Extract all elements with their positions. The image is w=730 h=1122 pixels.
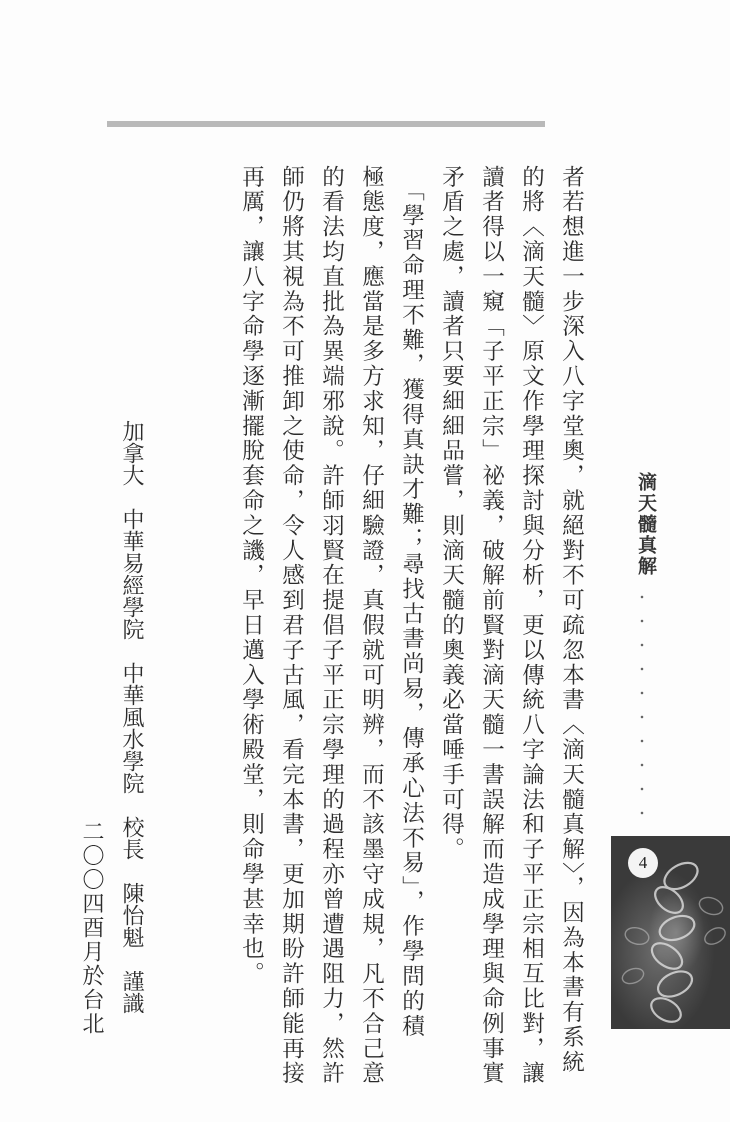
body-column-5: 「學習命理不難，獲得真訣才難；尋找古書尚易，傳承心法不易」，作學問的積 <box>398 165 425 1039</box>
top-rule <box>107 121 545 127</box>
body-column-6: 極態度，應當是多方求知，仔細驗證，真假就可明辨，而不該墨守成規，凡不合己意 <box>358 165 385 1087</box>
page-number: 4 <box>628 848 658 878</box>
body-column-9: 再厲，讓八字命學逐漸擺脫套命之譏，早日邁入學術殿堂，則命學甚幸也。 <box>238 165 265 987</box>
signature-date: 二〇〇四酉月於台北 <box>79 820 104 1036</box>
signature-institution: 加拿大 中華易經學院 中華風水學院 校長 陳怡魁 謹識 <box>119 420 144 1014</box>
body-column-8: 師仍將其視為不可推卸之使命，令人感到君子古風，看完本書，更加期盼許師能再接 <box>278 165 305 1087</box>
body-column-2: 的將〈滴天髓〉原文作學理探討與分析，更以傳統八字論法和子平正宗相互比對，讓 <box>518 165 545 1087</box>
body-column-4: 矛盾之處，讀者只要細細品嘗，則滴天髓的奧義必當唾手可得。 <box>438 165 465 863</box>
dot-leader <box>640 585 644 820</box>
running-title: 滴天髓真解 <box>635 472 657 577</box>
body-column-3: 讀者得以一窺「子平正宗」祕義，破解前賢對滴天髓一書誤解而造成學理與命例事實 <box>478 165 505 1087</box>
body-column-7: 的看法均直批為異端邪說。許師羽賢在提倡子平正宗學理的過程亦曾遭遇阻力，然許 <box>318 165 345 1087</box>
body-column-1: 者若想進一步深入八字堂奧，就絕對不可疏忽本書〈滴天髓真解〉，因為本書有系統 <box>558 165 585 1076</box>
